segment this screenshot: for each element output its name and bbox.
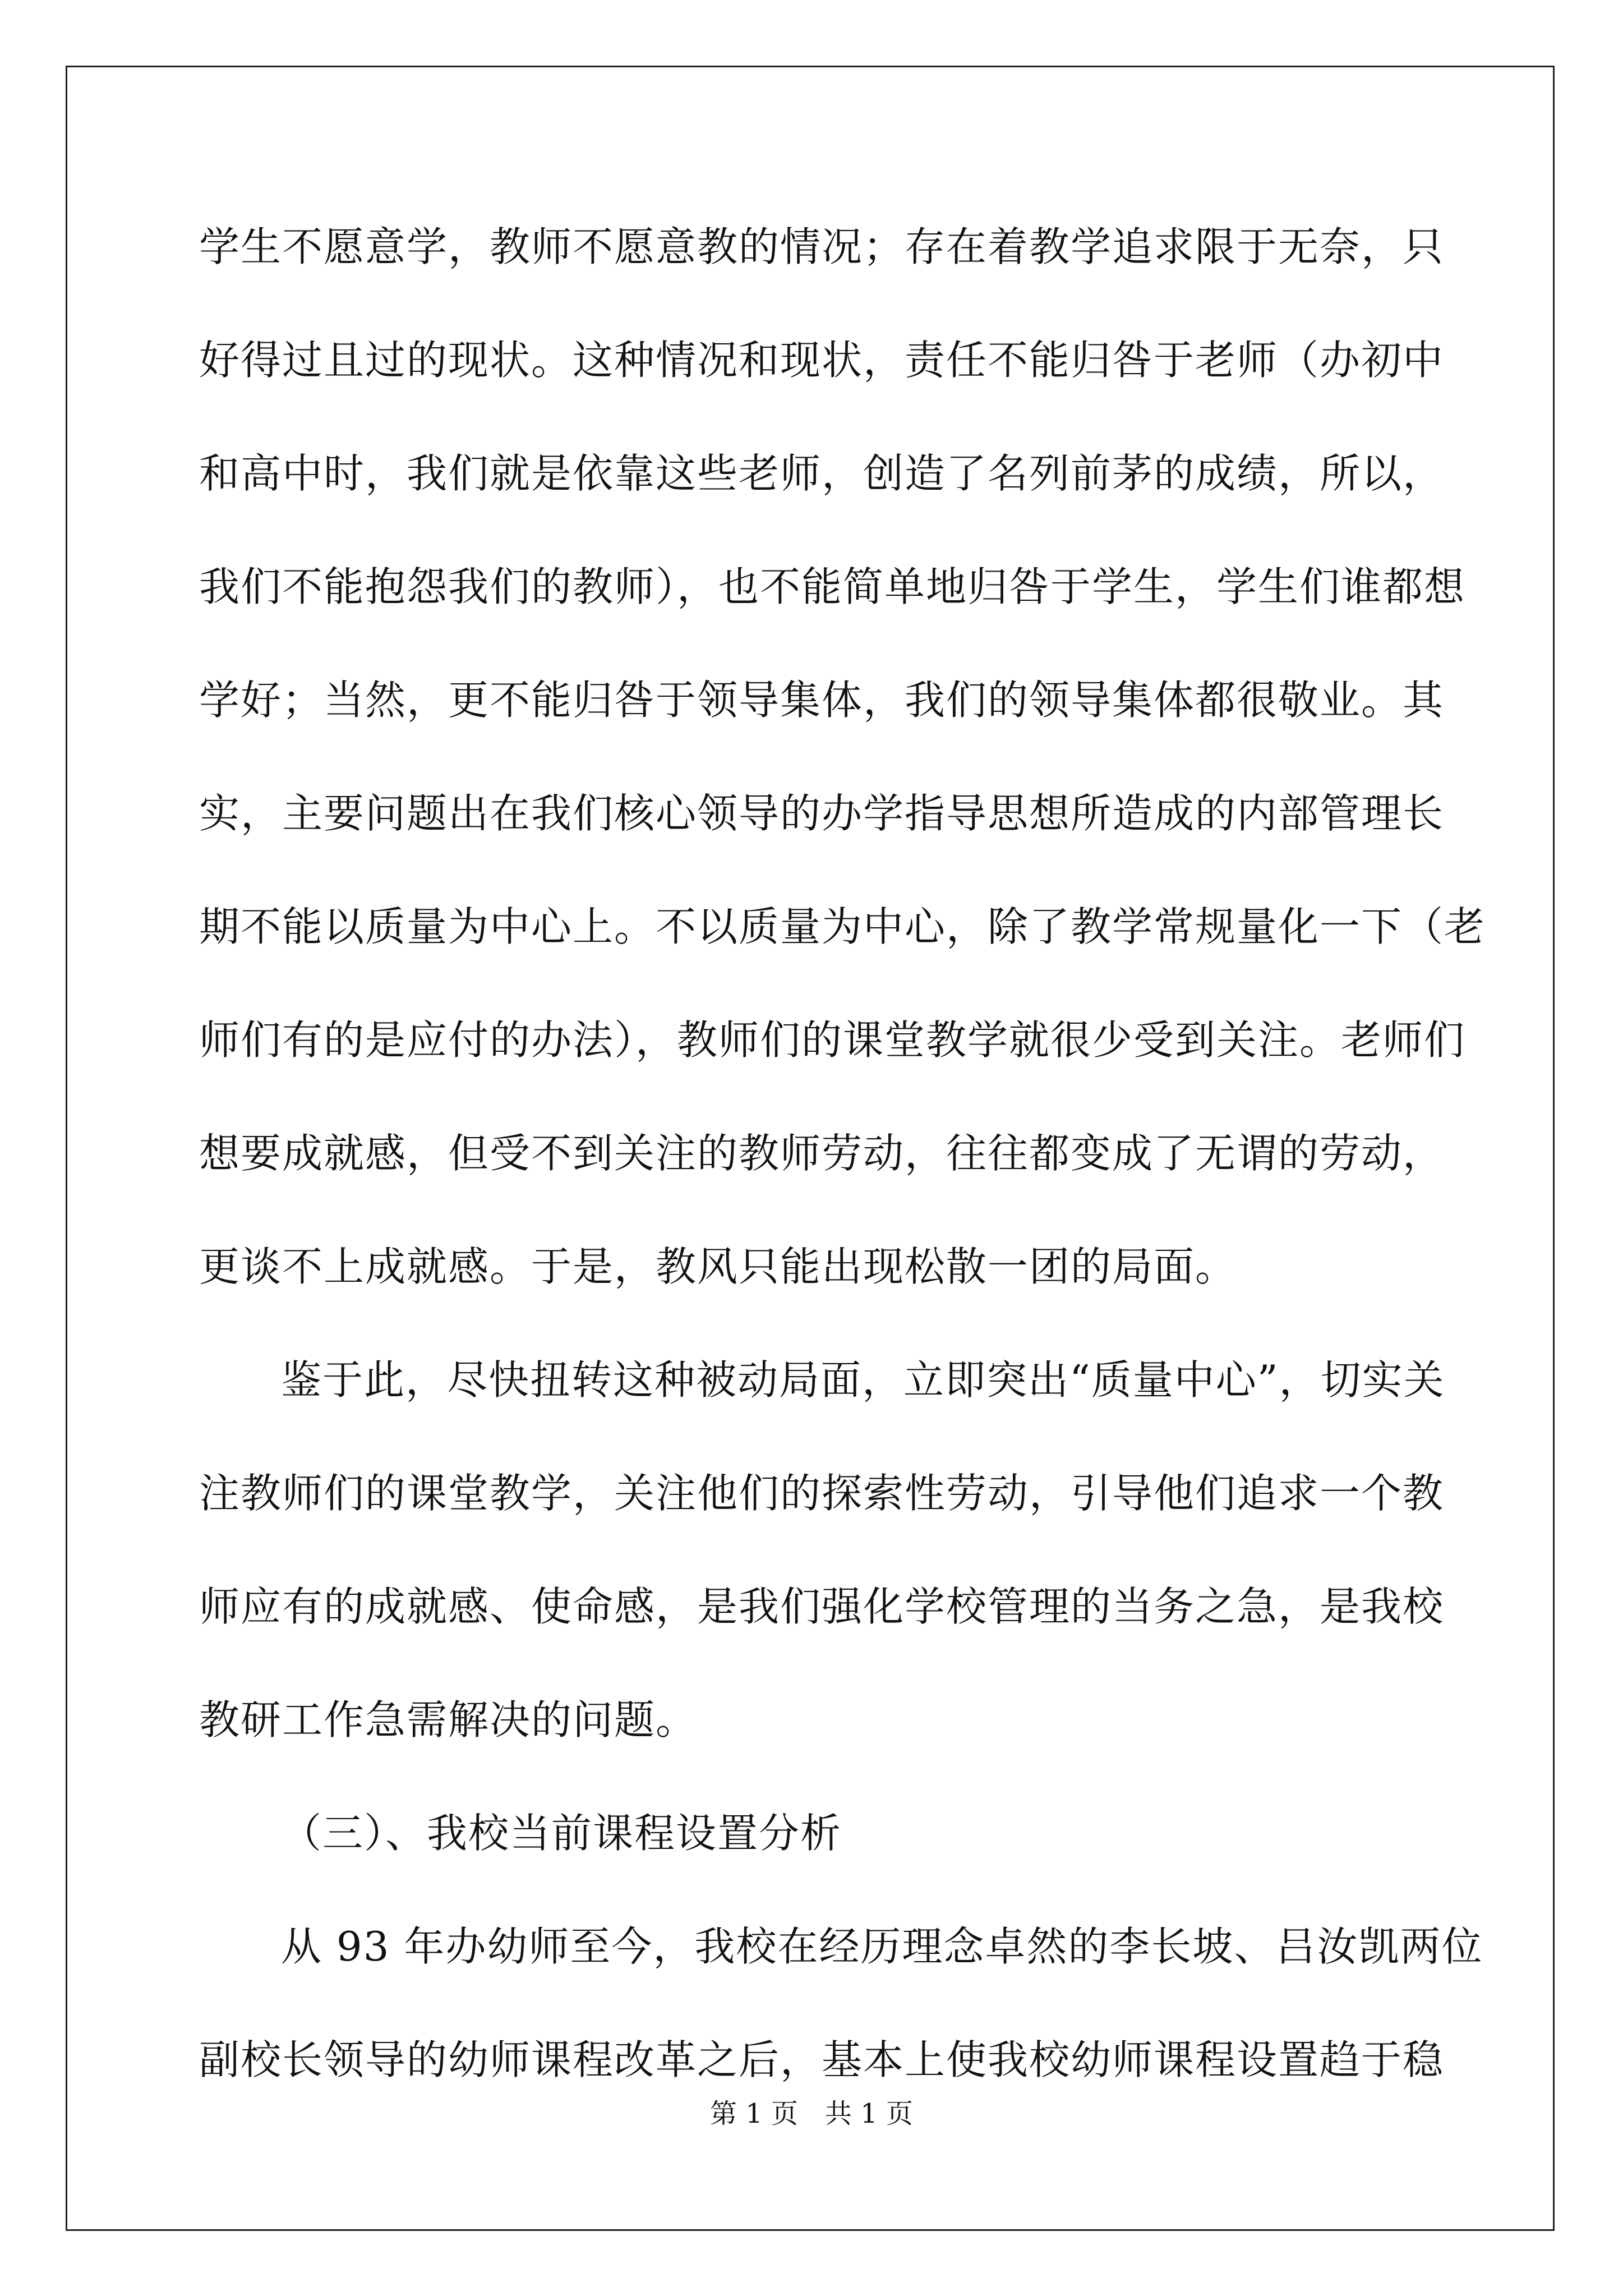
- section-heading: （三）、我校当前课程设置分析: [281, 1810, 842, 1857]
- paragraph-line: 期不能以质量为中心上。不以质量为中心，除了教学常规量化一下（老: [199, 903, 1486, 950]
- paragraph-line: 想要成就感，但受不到关注的教师劳动，往往都变成了无谓的劳动，: [199, 1130, 1445, 1177]
- paragraph-line: 好得过且过的现状。这种情况和现状，责任不能归咎于老师（办初中: [199, 337, 1445, 384]
- paragraph-line: 鉴于此，尽快扭转这种被动局面，立即突出“质量中心”，切实关: [281, 1356, 1445, 1404]
- paragraph-line: 学生不愿意学，教师不愿意教的情况；存在着教学追求限于无奈，只: [199, 223, 1445, 270]
- paragraph-line: 实，主要问题出在我们核心领导的办学指导思想所造成的内部管理长: [199, 790, 1445, 837]
- paragraph-line: 学好；当然，更不能归咎于领导集体，我们的领导集体都很敬业。其: [199, 677, 1445, 724]
- paragraph-line: 更谈不上成就感。于是，教风只能出现松散一团的局面。: [199, 1243, 1237, 1290]
- paragraph-line: 师们有的是应付的办法），教师们的课堂教学就很少受到关注。老师们: [199, 1016, 1466, 1064]
- paragraph-line: 副校长领导的幼师课程改革之后，基本上使我校幼师课程设置趋于稳: [199, 2036, 1445, 2083]
- paragraph-line: 我们不能抱怨我们的教师），也不能简单地归咎于学生，学生们谁都想: [199, 563, 1466, 610]
- paragraph-line: 和高中时，我们就是依靠这些老师，创造了名列前茅的成绩，所以，: [199, 450, 1445, 497]
- paragraph-line: 师应有的成就感、使命感，是我们强化学校管理的当务之急，是我校: [199, 1583, 1445, 1630]
- paragraph-line: 注教师们的课堂教学，关注他们的探索性劳动，引导他们追求一个教: [199, 1470, 1445, 1517]
- paragraph-line: 教研工作急需解决的问题。: [199, 1696, 698, 1743]
- page-footer: 第 1 页 共 1 页: [709, 2098, 914, 2129]
- paragraph-line: 从 93 年办幼师至今，我校在经历理念卓然的李长坡、吕汝凯两位: [281, 1923, 1483, 1970]
